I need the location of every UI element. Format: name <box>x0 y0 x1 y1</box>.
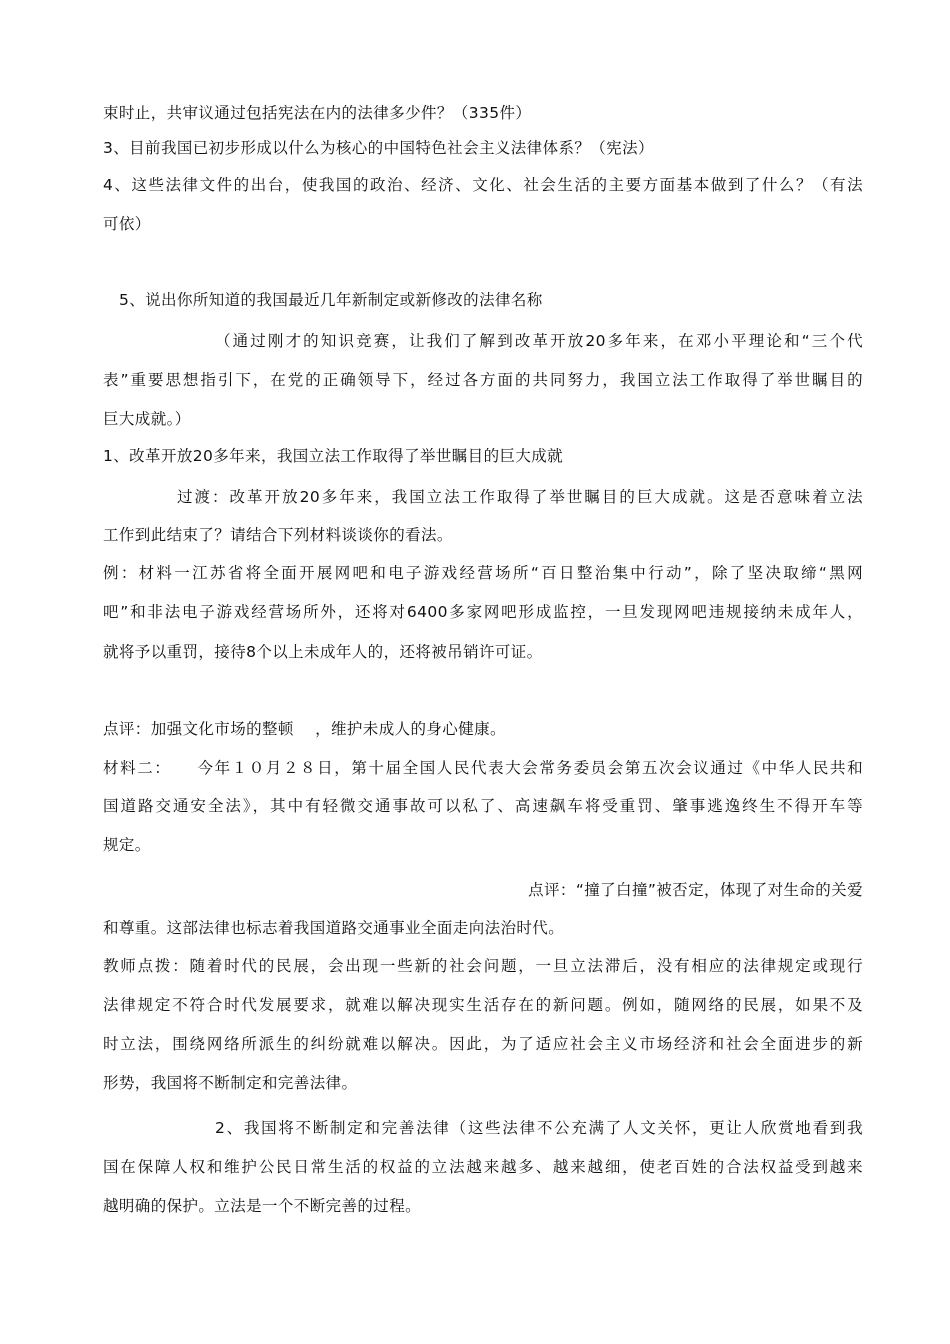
text-line: 就将予以重罚，接待8个以上未成年人的，还将被吊销许可证。 <box>103 643 543 661</box>
text-line: 材料二： 今年１０月２８日，第十届全国人民代表大会常务委员会第五次会议通过《中华人民共和 <box>103 759 863 777</box>
text-line: 越明确的保护。立法是一个不断完善的过程。 <box>103 1197 422 1215</box>
text-line: 和尊重。这部法律也标志着我国道路交通事业全面走向法治时代。 <box>103 919 565 937</box>
text-line: 教师点拨：随着时代的民展，会出现一些新的社会问题，一旦立法滞后，没有相应的法律规定或现行 <box>103 957 863 975</box>
text-line: 形势，我国将不断制定和完善法律。 <box>103 1074 358 1092</box>
text-line: 巨大成就。） <box>103 410 191 428</box>
text-line: 束时止，共审议通过包括宪法在内的法律多少件？（335件） <box>103 104 532 122</box>
text-line: 法律规定不符合时代发展要求，就难以解决现实生活存在的新问题。例如，随网络的民展，如果不及 <box>103 996 863 1014</box>
text-line: 点评：“撞了白撞”被否定，体现了对生命的关爱 <box>528 881 863 899</box>
text-line: 4、这些法律文件的出台，使我国的政治、经济、文化、社会生活的主要方面基本做到了什么？（有法 <box>103 176 863 194</box>
text-line: 1、改革开放20多年来，我国立法工作取得了举世瞩目的巨大成就 <box>103 447 564 465</box>
text-line: 可依） <box>103 215 151 233</box>
text-line: 例：材料一江苏省将全面开展网吧和电子游戏经营场所“百日整治集中行动”，除了坚决取缔“黑网 <box>103 564 863 582</box>
text-line: 工作到此结束了？请结合下列材料谈谈你的看法。 <box>103 526 453 544</box>
text-line: 3、目前我国已初步形成以什么为核心的中国特色社会主义法律体系？（宪法） <box>103 139 654 157</box>
text-line: 规定。 <box>103 836 151 854</box>
text-line: 国在保障人权和维护公民日常生活的权益的立法越来越多、越来越细，使老百姓的合法权益受到越来 <box>103 1158 863 1176</box>
text-line: （通过刚才的知识竞赛，让我们了解到改革开放20多年来，在邓小平理论和“三个代 <box>215 332 863 350</box>
text-line: 2、我国将不断制定和完善法律（这些法律不公充满了人文关怀，更让人欣赏地看到我 <box>215 1119 863 1137</box>
text-line: 吧”和非法电子游戏经营场所外，还将对6400多家网吧形成监控，一旦发现网吧违规接纳未成年人， <box>103 603 863 621</box>
text-line: 过渡：改革开放20多年来，我国立法工作取得了举世瞩目的巨大成就。这是否意味着立法 <box>177 488 863 506</box>
text-line: 表”重要思想指引下，在党的正确领导下，经过各方面的共同努力，我国立法工作取得了举世瞩目的 <box>103 371 863 389</box>
text-line: 国道路交通安全法》，其中有轻微交通事故可以私了、高速飙车将受重罚、肇事逃逸终生不得开车等 <box>103 797 863 815</box>
text-line: 时立法，围绕网络所派生的纠纷就难以解决。因此，为了适应社会主义市场经济和社会全面进步的新 <box>103 1035 863 1053</box>
text-line: 5、说出你所知道的我国最近几年新制定或新修改的法律名称 <box>119 291 543 309</box>
text-line: 点评：加强文化市场的整顿 ，维护未成人的身心健康。 <box>103 720 506 738</box>
